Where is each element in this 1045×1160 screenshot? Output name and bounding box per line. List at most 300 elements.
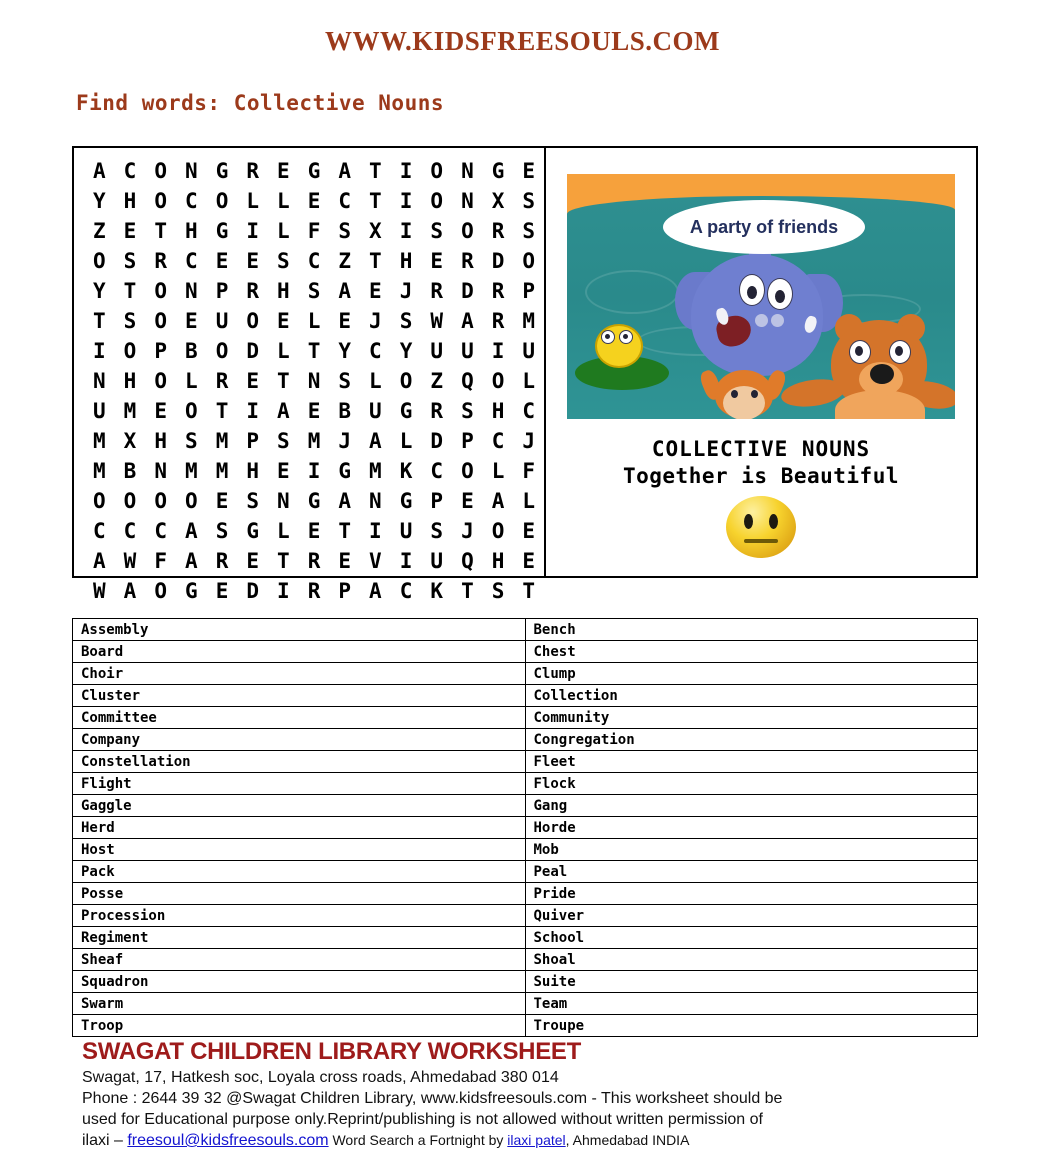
grid-letter[interactable]: R	[215, 549, 229, 573]
grid-letter[interactable]: H	[277, 279, 290, 303]
grid-letter[interactable]: A	[491, 489, 505, 513]
grid-letter[interactable]: H	[491, 399, 505, 423]
grid-letter[interactable]: T	[369, 189, 382, 213]
grid-letter[interactable]: X	[491, 189, 505, 213]
grid-letter[interactable]: O	[123, 489, 137, 513]
grid-letter[interactable]: A	[338, 489, 352, 513]
grid-letter[interactable]: L	[307, 309, 321, 333]
word-list-cell: Troop	[73, 1015, 526, 1037]
grid-letter[interactable]: H	[185, 219, 198, 243]
grid-letter[interactable]: S	[430, 519, 444, 543]
table-row	[73, 927, 978, 949]
grid-letter[interactable]: T	[93, 309, 106, 333]
grid-letter[interactable]: S	[461, 399, 474, 423]
bear-pupil-left	[855, 346, 863, 356]
elephant-pupil-left	[747, 286, 757, 299]
grid-letter[interactable]: H	[123, 189, 137, 213]
table-row	[73, 663, 978, 685]
grid-letter[interactable]: W	[93, 579, 106, 603]
grid-letter[interactable]: I	[399, 189, 413, 213]
table-row	[73, 861, 978, 883]
grid-letter[interactable]: O	[154, 279, 167, 303]
grid-letter[interactable]: B	[123, 459, 137, 483]
grid-letter[interactable]: N	[93, 369, 106, 393]
grid-letter[interactable]: T	[277, 369, 290, 393]
grid-letter[interactable]: P	[522, 279, 536, 303]
grid-letter[interactable]: R	[491, 309, 505, 333]
grid-letter[interactable]: S	[215, 519, 229, 543]
grid-letter[interactable]: C	[123, 519, 137, 543]
grid-letter[interactable]: E	[246, 549, 260, 573]
grid-letter[interactable]: G	[246, 519, 260, 543]
word-list-cell: Squadron	[73, 971, 526, 993]
grid-letter[interactable]: S	[123, 249, 137, 273]
elephant-pupil-right	[775, 290, 785, 303]
grid-letter[interactable]: E	[123, 219, 137, 243]
word-list-cell: Flight	[73, 773, 526, 795]
table-row	[73, 751, 978, 773]
grid-letter[interactable]: A	[93, 159, 106, 183]
footer-line-3	[82, 1131, 982, 1150]
bear-pupil-right	[895, 346, 903, 356]
grid-letter[interactable]: G	[399, 489, 413, 513]
grid-row	[84, 306, 544, 336]
grid-letter[interactable]: E	[307, 519, 321, 543]
word-list-cell: Board	[73, 641, 526, 663]
grid-letter[interactable]: M	[93, 429, 106, 453]
grid-letter[interactable]: S	[430, 219, 444, 243]
word-list-cell: Clump	[525, 663, 978, 685]
grid-letter[interactable]: S	[522, 219, 536, 243]
grid-letter[interactable]: J	[338, 429, 352, 453]
grid-letter[interactable]: S	[277, 249, 290, 273]
grid-letter[interactable]: G	[338, 459, 352, 483]
grid-letter[interactable]: O	[491, 369, 505, 393]
grid-row	[84, 246, 544, 276]
grid-letter[interactable]: P	[338, 579, 352, 603]
grid-letter[interactable]: O	[154, 159, 167, 183]
word-list-cell: Choir	[73, 663, 526, 685]
word-list-cell: Procession	[73, 905, 526, 927]
grid-letter[interactable]: Z	[338, 249, 352, 273]
grid-letter[interactable]: N	[461, 159, 474, 183]
grid-letter[interactable]: L	[185, 369, 198, 393]
table-row	[73, 839, 978, 861]
word-list-cell: Flock	[525, 773, 978, 795]
grid-letter[interactable]: I	[399, 549, 413, 573]
word-list-cell: Community	[525, 707, 978, 729]
grid-letter[interactable]: U	[215, 309, 229, 333]
bee-pupil-left	[605, 334, 610, 339]
word-list-cell: Herd	[73, 817, 526, 839]
grid-letter[interactable]: X	[123, 429, 137, 453]
collective-nouns-illustration	[567, 174, 955, 419]
grid-letter[interactable]: A	[185, 519, 198, 543]
grid-letter[interactable]: M	[307, 429, 321, 453]
table-row	[73, 971, 978, 993]
word-list-cell: Peal	[525, 861, 978, 883]
grid-letter[interactable]: C	[338, 189, 352, 213]
grid-letter[interactable]: E	[277, 459, 290, 483]
grid-letter[interactable]: L	[277, 339, 290, 363]
grid-letter[interactable]: X	[369, 219, 382, 243]
grid-letter[interactable]: G	[399, 399, 413, 423]
word-search-grid[interactable]	[74, 148, 546, 603]
grid-letter[interactable]: I	[491, 339, 505, 363]
grid-letter[interactable]: N	[307, 369, 321, 393]
grid-letter[interactable]: E	[522, 159, 536, 183]
grid-row	[84, 456, 544, 486]
grid-letter[interactable]: L	[522, 369, 536, 393]
author-link[interactable]: ilaxi patel	[507, 1132, 566, 1148]
table-row	[73, 883, 978, 905]
word-list-cell: Pride	[525, 883, 978, 905]
grid-letter[interactable]: F	[522, 459, 536, 483]
grid-letter[interactable]: Y	[338, 339, 352, 363]
grid-row	[84, 216, 544, 246]
grid-letter[interactable]: H	[123, 369, 137, 393]
grid-letter[interactable]: O	[491, 519, 505, 543]
footer	[82, 1038, 982, 1150]
grid-letter[interactable]: R	[246, 159, 260, 183]
grid-letter[interactable]: T	[369, 249, 382, 273]
grid-letter[interactable]: R	[491, 219, 505, 243]
grid-letter[interactable]: P	[461, 429, 474, 453]
grid-letter[interactable]: F	[154, 549, 167, 573]
word-list-cell: Collection	[525, 685, 978, 707]
grid-letter[interactable]: R	[215, 369, 229, 393]
grid-letter[interactable]: O	[522, 249, 536, 273]
grid-letter[interactable]: M	[123, 399, 137, 423]
grid-letter[interactable]: G	[307, 159, 321, 183]
word-list-cell: Chest	[525, 641, 978, 663]
grid-letter[interactable]: O	[93, 249, 106, 273]
grid-letter[interactable]: E	[338, 549, 352, 573]
grid-letter[interactable]: G	[491, 159, 505, 183]
grid-letter[interactable]: S	[307, 279, 321, 303]
grid-letter[interactable]: A	[461, 309, 474, 333]
grid-letter[interactable]: T	[369, 159, 382, 183]
grid-letter[interactable]: H	[491, 549, 505, 573]
grid-letter[interactable]: A	[93, 549, 106, 573]
grid-letter[interactable]: T	[307, 339, 321, 363]
smiley-eye-left	[744, 514, 753, 529]
grid-letter[interactable]: L	[277, 189, 290, 213]
grid-letter[interactable]: G	[215, 159, 229, 183]
grid-letter[interactable]: G	[185, 579, 198, 603]
grid-letter[interactable]: E	[522, 549, 536, 573]
grid-letter[interactable]: E	[369, 279, 382, 303]
puzzle-panel	[72, 146, 978, 603]
grid-letter[interactable]: U	[430, 549, 444, 573]
grid-letter[interactable]: U	[522, 339, 536, 363]
grid-letter[interactable]: O	[399, 369, 413, 393]
grid-letter[interactable]: O	[154, 189, 167, 213]
grid-letter[interactable]: S	[338, 219, 352, 243]
grid-letter[interactable]: L	[491, 459, 505, 483]
grid-letter[interactable]: O	[461, 459, 474, 483]
grid-letter[interactable]: S	[522, 189, 536, 213]
grid-letter[interactable]: A	[338, 159, 352, 183]
grid-letter[interactable]: N	[185, 159, 198, 183]
footer-line-1: Phone : 2644 39 32 @Swagat Children Library, www.kidsfreesouls.com - This worksheet should be	[82, 1090, 783, 1107]
footer-line-2: used for Educational purpose only.Reprint/publishing is not allowed without written permission of	[82, 1111, 763, 1128]
word-list-cell: Pack	[73, 861, 526, 883]
grid-letter[interactable]: R	[154, 249, 167, 273]
grid-letter[interactable]: S	[338, 369, 352, 393]
table-row	[73, 619, 978, 641]
footer-ilaxi-prefix: ilaxi –	[82, 1132, 128, 1149]
grid-letter[interactable]: O	[154, 579, 167, 603]
grid-letter[interactable]: U	[430, 339, 444, 363]
grid-letter[interactable]: R	[461, 249, 474, 273]
grid-letter[interactable]: N	[154, 459, 167, 483]
grid-letter[interactable]: J	[461, 519, 474, 543]
grid-letter[interactable]: Q	[461, 549, 474, 573]
grid-letter[interactable]: L	[399, 429, 413, 453]
grid-letter[interactable]: E	[277, 159, 290, 183]
speech-bubble	[663, 200, 865, 254]
grid-letter[interactable]: A	[369, 429, 382, 453]
word-list-cell: Regiment	[73, 927, 526, 949]
grid-letter[interactable]: E	[185, 309, 198, 333]
grid-letter[interactable]: M	[215, 429, 229, 453]
grid-letter[interactable]: N	[277, 489, 290, 513]
grid-letter[interactable]: F	[307, 219, 321, 243]
grid-letter[interactable]: C	[123, 159, 137, 183]
word-list-cell: Mob	[525, 839, 978, 861]
grid-row	[84, 186, 544, 216]
grid-letter[interactable]: M	[369, 459, 382, 483]
grid-letter[interactable]: W	[123, 549, 137, 573]
grid-letter[interactable]: M	[215, 459, 229, 483]
grid-letter[interactable]: E	[307, 399, 321, 423]
illustration-panel	[546, 148, 976, 576]
grid-letter[interactable]: C	[307, 249, 321, 273]
grid-letter[interactable]: S	[185, 429, 198, 453]
grid-letter[interactable]: K	[399, 459, 413, 483]
grid-letter[interactable]: O	[246, 309, 260, 333]
grid-row	[84, 546, 544, 576]
grid-letter[interactable]: O	[215, 189, 229, 213]
word-list-cell: School	[525, 927, 978, 949]
grid-letter[interactable]: J	[369, 309, 382, 333]
grid-letter[interactable]: C	[369, 339, 382, 363]
smiley-eye-right	[769, 514, 778, 529]
grid-letter[interactable]: U	[399, 519, 413, 543]
grid-letter[interactable]: H	[399, 249, 413, 273]
grid-letter[interactable]: I	[246, 219, 260, 243]
grid-letter[interactable]: O	[185, 489, 198, 513]
grid-letter[interactable]: C	[522, 399, 536, 423]
grid-letter[interactable]: C	[185, 249, 198, 273]
grid-letter[interactable]: C	[154, 519, 167, 543]
grid-letter[interactable]: N	[461, 189, 474, 213]
grid-letter[interactable]: L	[369, 369, 382, 393]
grid-letter[interactable]: O	[154, 369, 167, 393]
table-row	[73, 685, 978, 707]
footer-wordsearch-text: Word Search a Fortnight by	[328, 1132, 508, 1148]
grid-letter[interactable]: H	[154, 429, 167, 453]
grid-letter[interactable]: A	[185, 549, 198, 573]
grid-letter[interactable]: O	[215, 339, 229, 363]
grid-letter[interactable]: O	[93, 489, 106, 513]
grid-letter[interactable]: T	[522, 579, 536, 603]
grid-letter[interactable]: E	[307, 189, 321, 213]
grid-letter[interactable]: Z	[430, 369, 444, 393]
grid-letter[interactable]: G	[307, 489, 321, 513]
grid-letter[interactable]: D	[461, 279, 474, 303]
grid-letter[interactable]: R	[491, 279, 505, 303]
grid-letter[interactable]: L	[277, 219, 290, 243]
grid-letter[interactable]: S	[399, 309, 413, 333]
grid-letter[interactable]: A	[369, 579, 382, 603]
grid-letter[interactable]: U	[369, 399, 382, 423]
grid-letter[interactable]: E	[522, 519, 536, 543]
word-list-cell: Posse	[73, 883, 526, 905]
grid-row	[84, 576, 544, 606]
grid-letter[interactable]: L	[277, 519, 290, 543]
grid-letter[interactable]: O	[430, 159, 444, 183]
grid-letter[interactable]: O	[154, 309, 167, 333]
grid-letter[interactable]: R	[246, 279, 260, 303]
grid-letter[interactable]: Y	[399, 339, 413, 363]
grid-letter[interactable]: B	[338, 399, 352, 423]
grid-letter[interactable]: C	[185, 189, 198, 213]
grid-letter[interactable]: E	[215, 249, 229, 273]
grid-letter[interactable]: O	[154, 489, 167, 513]
grid-letter[interactable]: I	[399, 219, 413, 243]
word-list-cell: Sheaf	[73, 949, 526, 971]
grid-letter[interactable]: A	[338, 279, 352, 303]
grid-letter[interactable]: E	[461, 489, 474, 513]
grid-letter[interactable]: S	[246, 489, 260, 513]
grid-letter[interactable]: M	[93, 459, 106, 483]
grid-letter[interactable]: A	[123, 579, 137, 603]
grid-letter[interactable]: T	[215, 399, 229, 423]
grid-row	[84, 486, 544, 516]
grid-letter[interactable]: W	[430, 309, 444, 333]
word-list-cell: Troupe	[525, 1015, 978, 1037]
grid-letter[interactable]: C	[399, 579, 413, 603]
grid-letter[interactable]: I	[277, 579, 290, 603]
grid-letter[interactable]: I	[93, 339, 106, 363]
word-list-cell: Swarm	[73, 993, 526, 1015]
grid-letter[interactable]: O	[461, 219, 474, 243]
grid-letter[interactable]: T	[338, 519, 352, 543]
word-list-cell: Assembly	[73, 619, 526, 641]
grid-letter[interactable]: D	[430, 429, 444, 453]
grid-row	[84, 426, 544, 456]
table-row	[73, 641, 978, 663]
grid-letter[interactable]: C	[430, 459, 444, 483]
grid-letter[interactable]: A	[277, 399, 290, 423]
grid-letter[interactable]: B	[185, 339, 198, 363]
word-list-cell: Constellation	[73, 751, 526, 773]
grid-letter[interactable]: R	[430, 399, 444, 423]
grid-letter[interactable]: E	[154, 399, 167, 423]
grid-letter[interactable]: O	[430, 189, 444, 213]
grid-letter[interactable]: T	[123, 279, 137, 303]
grid-letter[interactable]: D	[491, 249, 505, 273]
grid-letter[interactable]: J	[399, 279, 413, 303]
grid-letter[interactable]: C	[93, 519, 106, 543]
grid-letter[interactable]: C	[491, 429, 505, 453]
grid-letter[interactable]: P	[430, 489, 444, 513]
grid-letter[interactable]: R	[430, 279, 444, 303]
grid-letter[interactable]: N	[369, 489, 382, 513]
grid-letter[interactable]: V	[369, 549, 382, 573]
monkey-eye-left	[731, 390, 738, 398]
grid-letter[interactable]: E	[246, 369, 260, 393]
grid-letter[interactable]: I	[307, 459, 321, 483]
table-row	[73, 707, 978, 729]
grid-letter[interactable]: P	[154, 339, 167, 363]
grid-letter[interactable]: S	[491, 579, 505, 603]
grid-letter[interactable]: E	[338, 309, 352, 333]
email-link[interactable]: freesoul@kidsfreesouls.com	[127, 1132, 329, 1149]
grid-letter[interactable]: K	[430, 579, 444, 603]
grid-letter[interactable]: Y	[93, 279, 106, 303]
grid-letter[interactable]: U	[461, 339, 474, 363]
grid-letter[interactable]: O	[123, 339, 137, 363]
monkey-face	[723, 386, 765, 419]
grid-letter[interactable]: H	[246, 459, 260, 483]
grid-letter[interactable]: T	[154, 219, 167, 243]
grid-letter[interactable]: S	[123, 309, 137, 333]
grid-letter[interactable]: I	[246, 399, 260, 423]
grid-letter[interactable]: J	[522, 429, 536, 453]
grid-letter[interactable]: L	[522, 489, 536, 513]
footer-address: Swagat, 17, Hatkesh soc, Loyala cross roads, Ahmedabad 380 014	[82, 1069, 559, 1086]
grid-letter[interactable]: R	[307, 579, 321, 603]
grid-letter[interactable]: I	[369, 519, 382, 543]
grid-letter[interactable]: U	[93, 399, 106, 423]
grid-letter[interactable]: R	[307, 549, 321, 573]
grid-letter[interactable]: E	[277, 309, 290, 333]
word-list-cell: Gaggle	[73, 795, 526, 817]
grid-row	[84, 336, 544, 366]
grid-letter[interactable]: I	[399, 159, 413, 183]
elephant-trunk-detail	[755, 314, 768, 327]
word-list-cell: Horde	[525, 817, 978, 839]
grid-letter[interactable]: M	[522, 309, 536, 333]
grid-letter[interactable]: E	[215, 489, 229, 513]
grid-letter[interactable]: T	[461, 579, 474, 603]
grid-letter[interactable]: E	[215, 579, 229, 603]
grid-letter[interactable]: M	[185, 459, 198, 483]
grid-letter[interactable]: Z	[93, 219, 106, 243]
grid-letter[interactable]: T	[277, 549, 290, 573]
word-list-cell: Fleet	[525, 751, 978, 773]
grid-letter[interactable]: G	[215, 219, 229, 243]
grid-letter[interactable]: Y	[93, 189, 106, 213]
grid-letter[interactable]: D	[246, 579, 260, 603]
grid-letter[interactable]: S	[277, 429, 290, 453]
grid-letter[interactable]: P	[215, 279, 229, 303]
footer-title: SWAGAT CHILDREN LIBRARY WORKSHEET	[82, 1038, 581, 1065]
grid-letter[interactable]: N	[185, 279, 198, 303]
grid-letter[interactable]: Q	[461, 369, 474, 393]
grid-letter[interactable]: E	[430, 249, 444, 273]
grid-letter[interactable]: L	[246, 189, 260, 213]
elephant-trunk-detail	[771, 314, 784, 327]
grid-letter[interactable]: D	[246, 339, 260, 363]
word-list-cell: Bench	[525, 619, 978, 641]
grid-letter[interactable]: P	[246, 429, 260, 453]
grid-letter[interactable]: E	[246, 249, 260, 273]
grid-letter[interactable]: O	[185, 399, 198, 423]
